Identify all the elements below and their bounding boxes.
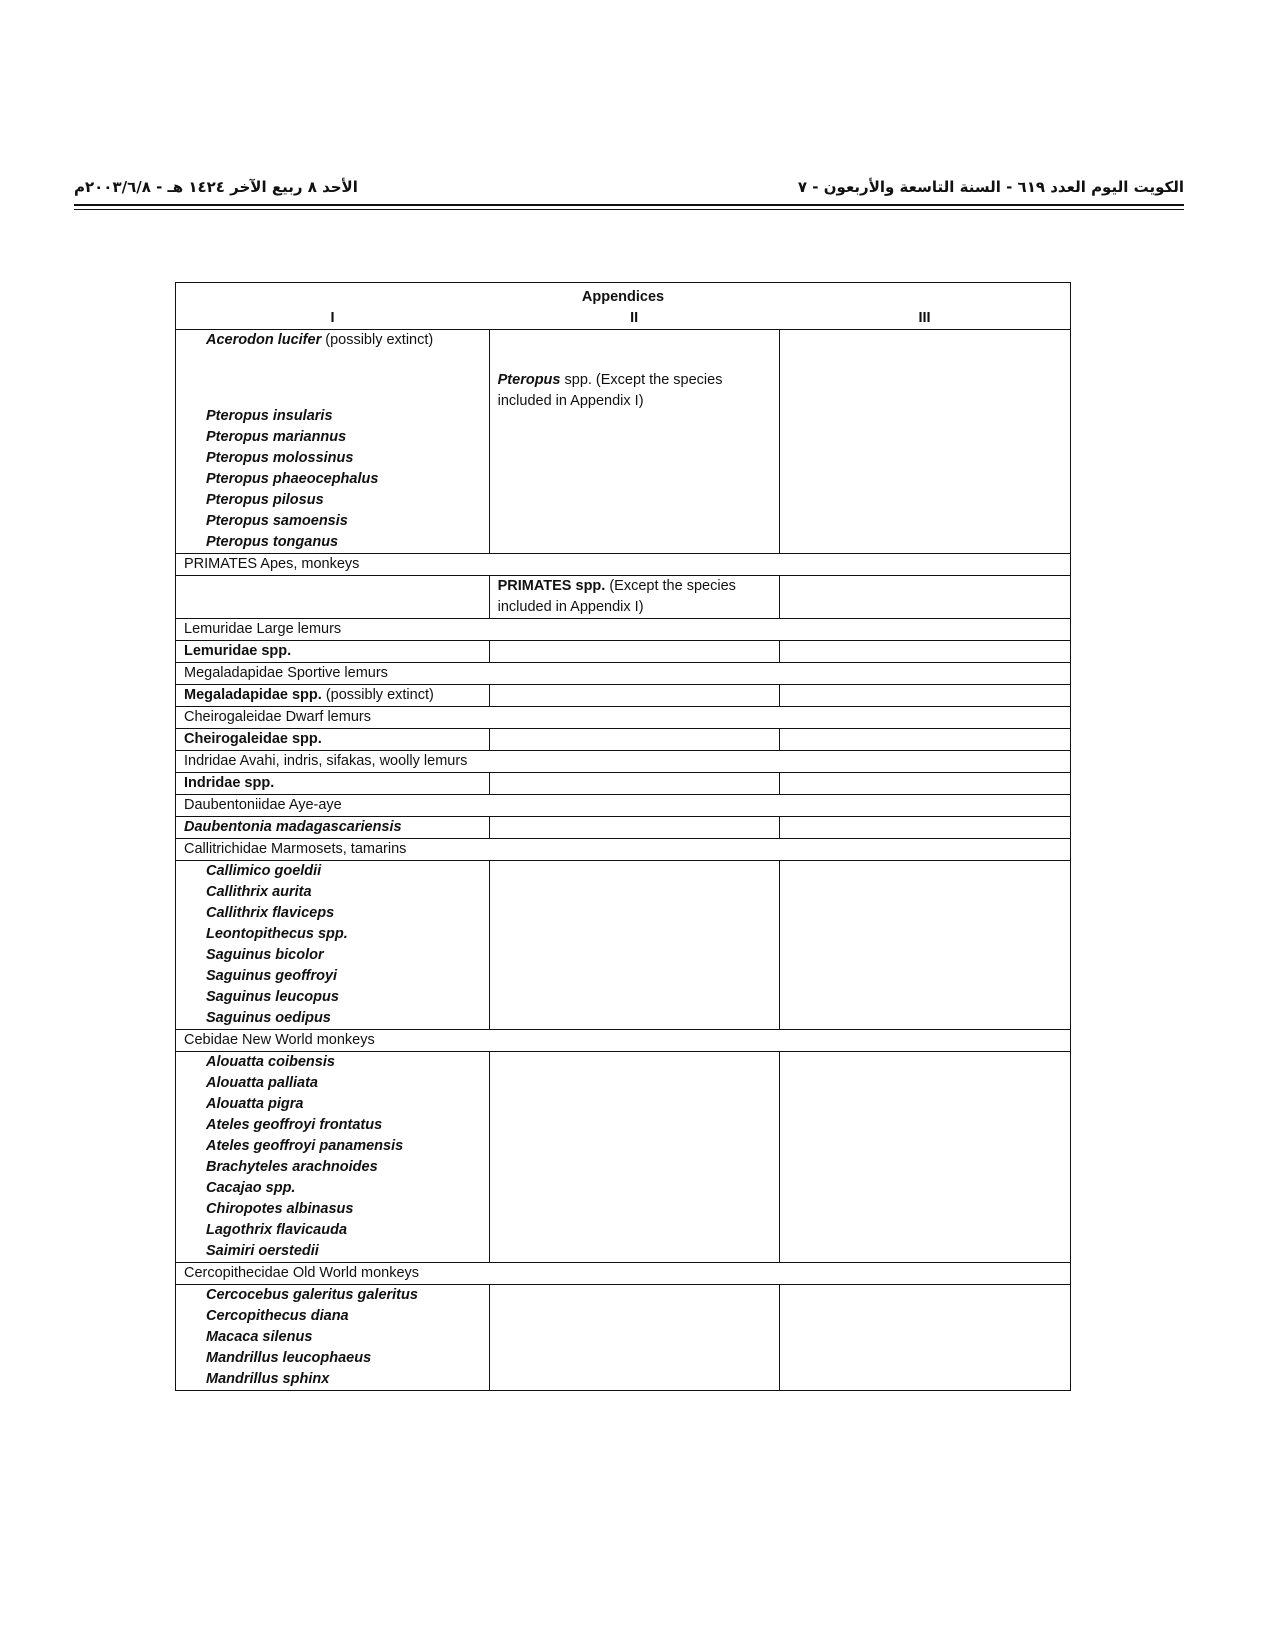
cell-appendix-i [176, 330, 490, 554]
genus-note: spp. (Except the species included in Appendix I) [497, 372, 723, 409]
species-item: Macaca silenus [206, 1329, 313, 1345]
species-item: Pteropus phaeocephalus [206, 471, 379, 487]
species-item: Pteropus mariannus [206, 429, 347, 445]
table-row [176, 1285, 1071, 1391]
family-row: Indridae Avahi, indris, sifakas, woolly lemurs [176, 751, 1071, 773]
table-row [176, 751, 1071, 773]
table-row [176, 554, 1071, 576]
table-row [176, 330, 1071, 554]
table-row [176, 839, 1071, 861]
cell-appendix-ii [489, 576, 779, 619]
cell-appendix-ii [489, 685, 779, 707]
column-header-ii: II [489, 308, 779, 330]
species-item: Ateles geoffroyi frontatus [206, 1117, 383, 1133]
genus-name: Pteropus [497, 372, 561, 388]
species-list [206, 861, 481, 1029]
cell-appendix-iii [779, 576, 1070, 619]
cell-appendix-ii [489, 729, 779, 751]
species-list [206, 406, 481, 553]
header-date: الأحد ٨ ربيع الآخر ١٤٢٤ هـ - ٢٠٠٣/٦/٨م [74, 178, 358, 196]
table-row [176, 707, 1071, 729]
species-item: Mandrillus sphinx [206, 1371, 330, 1387]
cell-appendix-iii [779, 1285, 1070, 1391]
species-item: Chiropotes albinasus [206, 1201, 354, 1217]
cell-appendix-iii [779, 817, 1070, 839]
cell-appendix-i [176, 861, 490, 1030]
table-row [176, 817, 1071, 839]
family-row: Callitrichidae Marmosets, tamarins [176, 839, 1071, 861]
species-note: (possibly extinct) [325, 332, 434, 348]
table-row [176, 773, 1071, 795]
table-row [176, 685, 1071, 707]
table-header-columns-row [176, 308, 1071, 330]
species-item: Saimiri oerstedii [206, 1243, 319, 1259]
species-item: Ateles geoffroyi panamensis [206, 1138, 404, 1154]
species-item: Pteropus samoensis [206, 513, 348, 529]
running-header [74, 168, 1184, 208]
species-item: Cercopithecus diana [206, 1308, 349, 1324]
species-item: Callimico goeldii [206, 863, 322, 879]
cell-appendix-iii [779, 685, 1070, 707]
cell-appendix-i [176, 1052, 490, 1263]
species-item: Callithrix flaviceps [206, 905, 335, 921]
header-rule [74, 204, 1184, 206]
header-issue-info: الكويت اليوم العدد ٦١٩ - السنة التاسعة والأربعون - ٧ [797, 178, 1184, 196]
species-item: Saguinus bicolor [206, 947, 324, 963]
cell-appendix-ii [489, 330, 779, 554]
table-row [176, 1263, 1071, 1285]
cell-appendix-ii [489, 773, 779, 795]
species-item: Saguinus oedipus [206, 1010, 331, 1026]
species-item: Alouatta coibensis [206, 1054, 335, 1070]
species-name: Acerodon lucifer [206, 332, 322, 348]
table-row [176, 729, 1071, 751]
table-row [176, 795, 1071, 817]
table-row [176, 619, 1071, 641]
order-row: PRIMATES Apes, monkeys [176, 554, 1071, 576]
column-header-iii: III [779, 308, 1070, 330]
family-row: Cheirogaleidae Dwarf lemurs [176, 707, 1071, 729]
table-row [176, 861, 1071, 1030]
species-cell: Daubentonia madagascariensis [176, 817, 490, 839]
header-rule-thin [74, 209, 1184, 210]
species-item: Mandrillus leucophaeus [206, 1350, 372, 1366]
species-item: Cercocebus galeritus galeritus [206, 1287, 418, 1303]
species-item: Pteropus tonganus [206, 534, 339, 550]
species-item: Saguinus geoffroyi [206, 968, 338, 984]
cell-appendix-iii [779, 330, 1070, 554]
family-row: Megaladapidae Sportive lemurs [176, 663, 1071, 685]
column-header-i: I [176, 308, 490, 330]
table-row [176, 576, 1071, 619]
species-list [206, 1285, 481, 1390]
family-row: Cebidae New World monkeys [176, 1030, 1071, 1052]
species-item: Leontopithecus spp. [206, 926, 348, 942]
species-item: Lagothrix flavicauda [206, 1222, 348, 1238]
table-row [176, 1030, 1071, 1052]
species-cell: Lemuridae spp. [176, 641, 490, 663]
family-row: Cercopithecidae Old World monkeys [176, 1263, 1071, 1285]
appendices-table [175, 282, 1071, 1391]
species-cell: Indridae spp. [176, 773, 490, 795]
species-item: Cacajao spp. [206, 1180, 296, 1196]
species-item: Brachyteles arachnoides [206, 1159, 378, 1175]
species-cell [176, 685, 490, 707]
cell-appendix-iii [779, 1052, 1070, 1263]
species-item: Alouatta pigra [206, 1096, 304, 1112]
species-list [206, 1052, 481, 1262]
appendices-title: Appendices [176, 283, 1071, 309]
cell-appendix-ii [489, 1285, 779, 1391]
table-row [176, 641, 1071, 663]
cell-appendix-iii [779, 861, 1070, 1030]
table-row [176, 1052, 1071, 1263]
species-item: Pteropus molossinus [206, 450, 354, 466]
cell-appendix-iii [779, 773, 1070, 795]
cell-appendix-ii [489, 641, 779, 663]
species-item: Pteropus insularis [206, 408, 333, 424]
cell-appendix-iii [779, 729, 1070, 751]
species-cell: Cheirogaleidae spp. [176, 729, 490, 751]
species-name: Megaladapidae spp. [184, 687, 322, 703]
species-note: (possibly extinct) [325, 687, 434, 703]
family-row: Lemuridae Large lemurs [176, 619, 1071, 641]
species-item: Callithrix aurita [206, 884, 312, 900]
order-note: (Except the species included in Appendix I) [497, 578, 736, 615]
cell-appendix-ii [489, 861, 779, 1030]
order-spp: PRIMATES spp. [497, 578, 606, 594]
species-item: Saguinus leucopus [206, 989, 339, 1005]
cell-appendix-ii [489, 817, 779, 839]
cell-appendix-i [176, 1285, 490, 1391]
cell-appendix-i [176, 576, 490, 619]
table-row [176, 663, 1071, 685]
species-item: Alouatta palliata [206, 1075, 318, 1091]
family-row: Daubentoniidae Aye-aye [176, 795, 1071, 817]
species-item: Pteropus pilosus [206, 492, 324, 508]
cell-appendix-iii [779, 641, 1070, 663]
table-header-title-row [176, 283, 1071, 309]
cell-appendix-ii [489, 1052, 779, 1263]
